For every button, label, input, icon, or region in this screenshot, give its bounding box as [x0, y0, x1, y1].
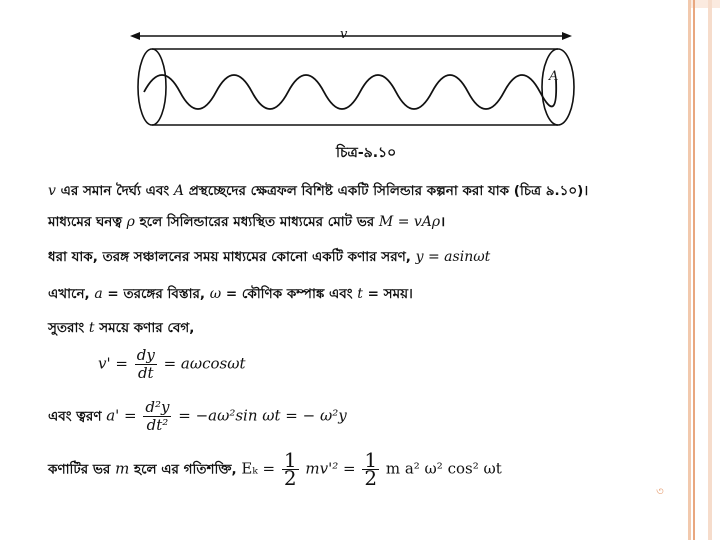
eq-rhs: m a² ω² cos² ωt — [385, 459, 502, 478]
area-label: A — [549, 69, 559, 84]
velocity-equation — [98, 347, 245, 382]
fraction-numerator: 1 — [364, 448, 378, 472]
math-t: t — [357, 286, 363, 302]
fraction-numerator: 1 — [283, 448, 297, 472]
fraction-numerator: d²y — [145, 398, 170, 416]
eq-mid: mv'² = — [305, 459, 356, 478]
text: ধরা যাক, তরঙ্গ সঞ্চালনের সময় মাধ্যমের কোনো একটি কণার সরণ, — [48, 249, 416, 265]
math-m: m — [115, 459, 130, 478]
cylinder-figure — [128, 22, 588, 137]
text: = তরঙ্গের বিস্তার, — [102, 286, 210, 302]
math-A: A — [173, 183, 185, 199]
fraction — [282, 448, 299, 490]
fraction-denominator: dt — [137, 364, 154, 382]
border-stripe — [708, 0, 712, 540]
eq-rhs: = aωcosωt — [163, 354, 246, 373]
border-stripe — [688, 0, 691, 540]
text: এখানে, — [48, 286, 95, 302]
text: প্রস্থচ্ছেদের ক্ষেত্রফল বিশিষ্ট একটি সিলিন্ডার কল্পনা করা যাক (চিত্র ৯.১০)। — [184, 183, 589, 199]
math-mass: M = vAρ — [378, 214, 441, 230]
eq-label: এবং ত্বরণ — [48, 408, 107, 425]
wave-curve — [144, 75, 556, 109]
text: মাধ্যমের ঘনত্ব — [48, 214, 127, 230]
energy-equation — [48, 448, 502, 490]
math-omega: ω — [209, 286, 222, 302]
eq-lhs: v' = — [98, 354, 128, 373]
text-line-4 — [48, 283, 413, 306]
math-rho: ρ — [126, 214, 135, 230]
fraction-numerator: dy — [136, 346, 155, 364]
text: হলে সিলিন্ডারের মধ্যস্থিত মাধ্যমের মোট ভর — [134, 214, 379, 230]
fraction — [143, 399, 171, 434]
fraction — [135, 347, 157, 382]
acceleration-equation — [48, 399, 347, 434]
eq-lhs: Eₖ = — [241, 459, 276, 478]
text: । — [440, 214, 446, 230]
cylinder-body — [152, 49, 558, 125]
figure-caption: চিত্র-৯.১০ — [336, 145, 397, 161]
arrow-head-left — [130, 32, 140, 40]
text: এর সমান দৈর্ঘ্য এবং — [55, 183, 174, 199]
math-v: v — [48, 183, 56, 199]
text: সুতরাং — [48, 320, 89, 336]
fraction-denominator: 2 — [364, 466, 378, 490]
text-line-3 — [48, 246, 490, 269]
text: = সময়। — [362, 286, 413, 302]
eq-lhs: a' = — [106, 406, 137, 425]
border-stripe — [693, 0, 695, 540]
fraction-denominator: dt² — [146, 416, 169, 434]
text: সময়ে কণার বেগ, — [94, 320, 195, 336]
text: = কৌণিক কম্পাঙ্ক এবং — [221, 286, 358, 302]
math-a: a — [94, 286, 103, 302]
fraction — [362, 448, 379, 490]
eq-label: হলে এর গতিশক্তি, — [129, 461, 242, 478]
arrow-head-right — [562, 32, 572, 40]
velocity-label: v — [340, 27, 348, 42]
text-line-1 — [48, 180, 588, 203]
math-t: t — [88, 320, 95, 336]
cylinder-end-right — [542, 49, 574, 125]
fraction-denominator: 2 — [283, 466, 297, 490]
cylinder-end-left — [138, 49, 166, 125]
slide-number: ৩ — [656, 484, 664, 498]
eq-label: কণাটির ভর — [48, 461, 116, 478]
math-displacement: y = asinωt — [415, 249, 491, 265]
text-line-2 — [48, 211, 445, 234]
eq-rhs: = −aω²sin ωt = − ω²y — [178, 406, 347, 425]
text-line-5 — [48, 317, 194, 340]
